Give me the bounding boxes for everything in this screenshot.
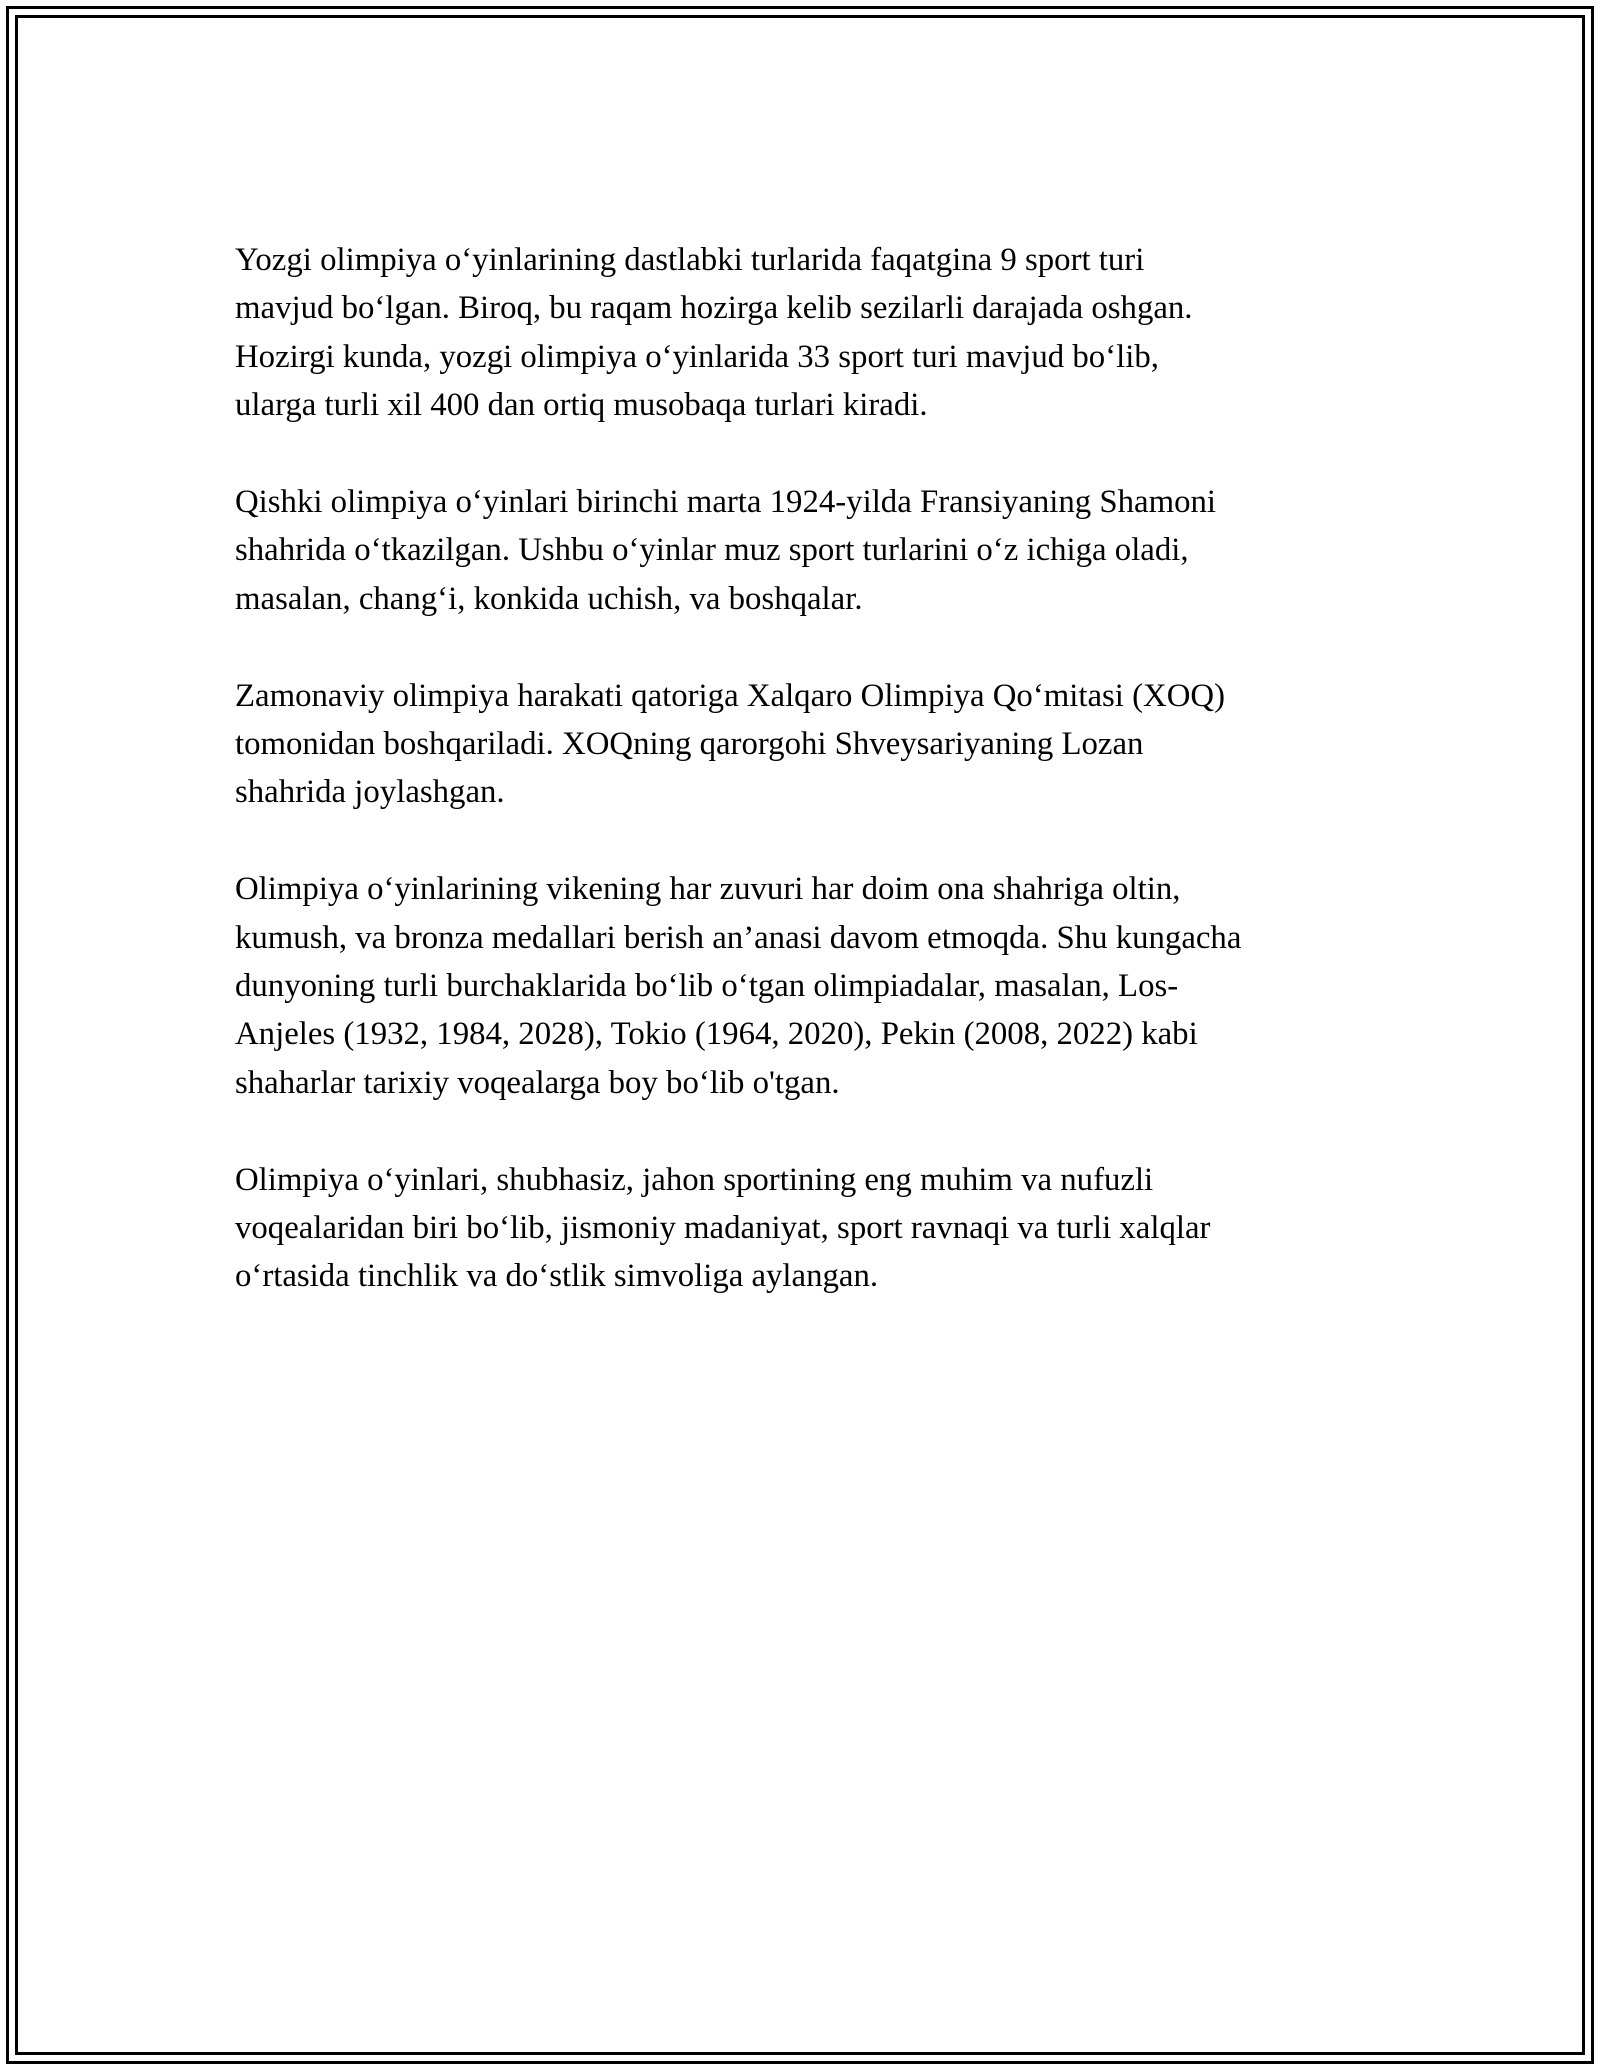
paragraph-ioc: Zamonaviy olimpiya harakati qatoriga Xalqaro Olimpiya Qo‘mitasi (XOQ) tomonidan boshqariladi. XOQning qarorgohi Shveysariyaning Lozan shahrida joylashgan. xyxy=(235,677,1226,811)
document-body xyxy=(235,236,1380,1349)
paragraph-winter-olympics: Qishki olimpiya o‘yinlari birinchi marta 1924-yilda Fransiyaning Shamoni shahrida o‘tkazilgan. Ushbu o‘yinlar muz sport turlarini o‘z ichiga oladi, masalan, chang‘i, konkida uchish, va boshqalar. xyxy=(235,484,1217,617)
paragraph-conclusion: Olimpiya o‘yinlari, shubhasiz, jahon sportining eng muhim va nufuzli voqealaridan biri bo‘lib, jismoniy madaniyat, sport ravnaqi va turli xalqlar o‘rtasida tinchlik va do‘stlik simvoliga aylangan. xyxy=(235,1161,1211,1295)
paragraph-summer-olympics: Yozgi olimpiya o‘yinlarining dastlabki turlarida faqatgina 9 sport turi mavjud bo‘lgan. Biroq, bu raqam hozirga kelib sezilarli darajada oshgan. Hozirgi kunda, yozgi olimpiya o‘yinlarida 33 sport turi mavjud bo‘lib, ularga turli xil 400 dan ortiq musobaqa turlari kiradi. xyxy=(235,242,1193,424)
paragraph-host-cities: Olimpiya o‘yinlarining vikening har zuvuri har doim ona shahriga oltin, kumush, va bronza medallari berish an’anasi davom etmoqda. Shu kungacha dunyoning turli burchaklarida bo‘lib o‘tgan olimpiadalar, masalan, Los- Anjeles (1932, 1984, 2028), Tokio (1964, 2020), Pekin (2008, 2022) kabi shaharlar tarixiy voqealarga boy bo‘lib o'tgan. xyxy=(235,871,1242,1101)
